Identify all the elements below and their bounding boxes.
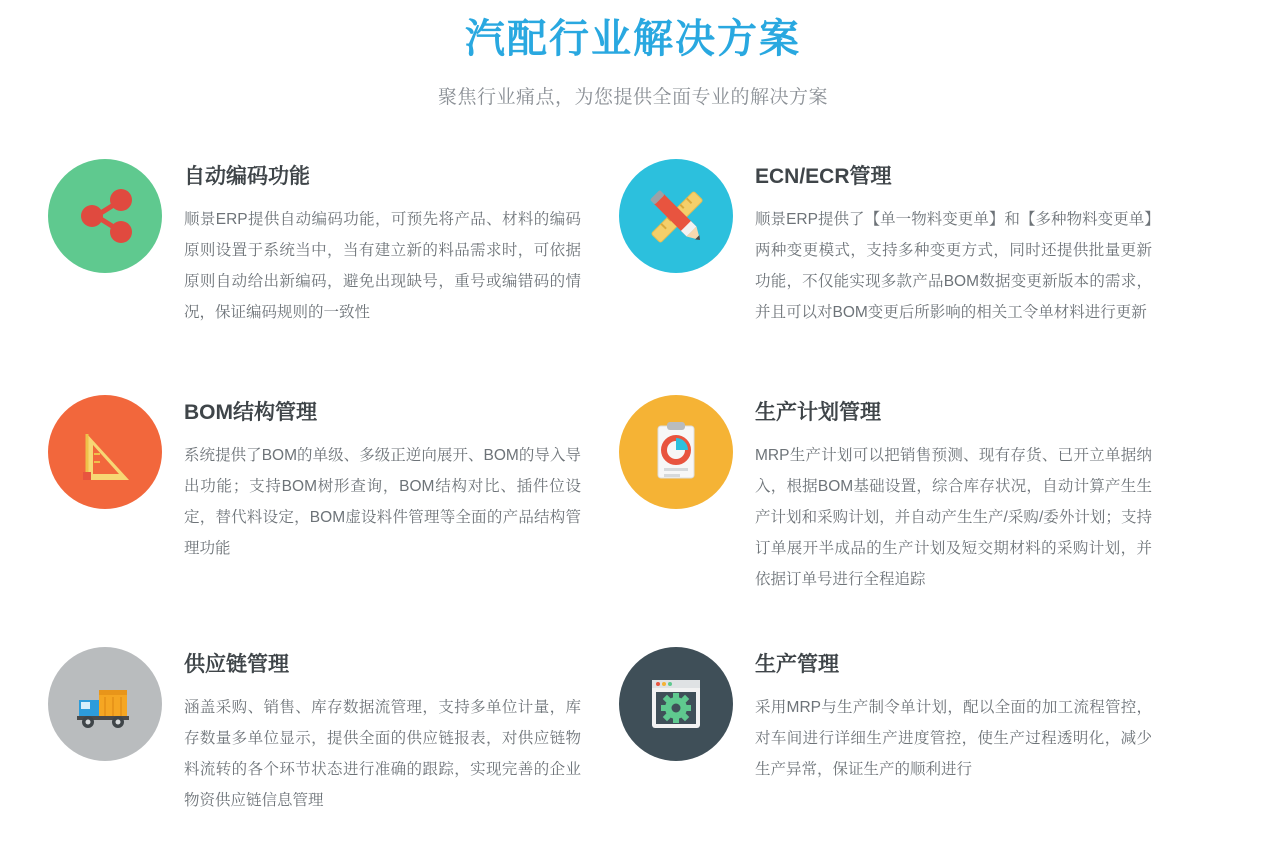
feature-desc: 顺景ERP提供了【单一物料变更单】和【多种物料变更单】两种变更模式，支持多种变更方式，同时还提供批量更新功能，不仅能实现多款产品BOM数据变更新版本的需求，并且可以对BOM变更后所影响的相关工令单材料进行更新 [755, 211, 1152, 322]
feature-icon-wrap [619, 647, 733, 761]
feature-text [184, 647, 581, 816]
feature-icon-wrap [48, 647, 162, 761]
feature-text [755, 395, 1152, 595]
feature-text [184, 159, 581, 328]
feature-text [184, 395, 581, 564]
feature-desc: 顺景ERP提供自动编码功能，可预先将产品、材料的编码原则设置于系统当中，当有建立新的料品需求时，可依据原则自动给出新编码，避免出现缺号，重号或编错码的情况，保证编码规则的一致性 [184, 211, 581, 322]
feature-item-auto-coding [48, 147, 581, 383]
feature-title: ECN/ECR管理 [755, 165, 892, 188]
feature-item-production [619, 635, 1152, 835]
page-header [0, 0, 1266, 109]
feature-icon-wrap [48, 159, 162, 273]
feature-item-ecn-ecr [619, 147, 1152, 383]
feature-icon-wrap [619, 395, 733, 509]
feature-desc: 采用MRP与生产制令单计划，配以全面的加工流程管控，对车间进行详细生产进度管控，使生产过程透明化，减少生产异常，保证生产的顺利进行 [755, 699, 1152, 779]
feature-item-production-plan [619, 383, 1152, 635]
feature-text [755, 159, 1152, 328]
clipboard-chart-icon [619, 395, 733, 509]
share-nodes-icon [48, 159, 162, 273]
delivery-truck-icon [48, 647, 162, 761]
page-title: 汽配行业解决方案 [465, 17, 801, 61]
feature-desc: MRP生产计划可以把销售预测、现有存货、已开立单据纳入，根据BOM基础设置，综合库存状况，自动计算产生生产计划和采购计划，并自动产生生产/采购/委外计划；支持订单展开半成品的生产计划及短交期材料的采购计划，并依据订单号进行全程追踪 [755, 447, 1152, 589]
feature-title: 自动编码功能 [184, 165, 310, 188]
feature-desc: 系统提供了BOM的单级、多级正逆向展开、BOM的导入导出功能；支持BOM树形查询，BOM结构对比、插件位设定，替代料设定，BOM虚设料件管理等全面的产品结构管理功能 [184, 447, 581, 558]
feature-title: 生产计划管理 [755, 401, 881, 424]
feature-title: 供应链管理 [184, 653, 289, 676]
feature-desc: 涵盖采购、销售、库存数据流管理，支持多单位计量，库存数量多单位显示，提供全面的供应链报表，对供应链物料流转的各个环节状态进行准确的跟踪，实现完善的企业物资供应链信息管理 [184, 699, 581, 810]
feature-item-bom-structure [48, 383, 581, 635]
triangle-ruler-icon [48, 395, 162, 509]
feature-title: 生产管理 [755, 653, 839, 676]
ruler-pencil-icon [619, 159, 733, 273]
feature-grid [48, 109, 1218, 835]
feature-icon-wrap [48, 395, 162, 509]
feature-icon-wrap [619, 159, 733, 273]
page-subtitle: 聚焦行业痛点，为您提供全面专业的解决方案 [437, 87, 828, 108]
feature-item-supply-chain [48, 635, 581, 835]
feature-text [755, 647, 1152, 785]
feature-title: BOM结构管理 [184, 401, 317, 424]
gear-monitor-icon [619, 647, 733, 761]
